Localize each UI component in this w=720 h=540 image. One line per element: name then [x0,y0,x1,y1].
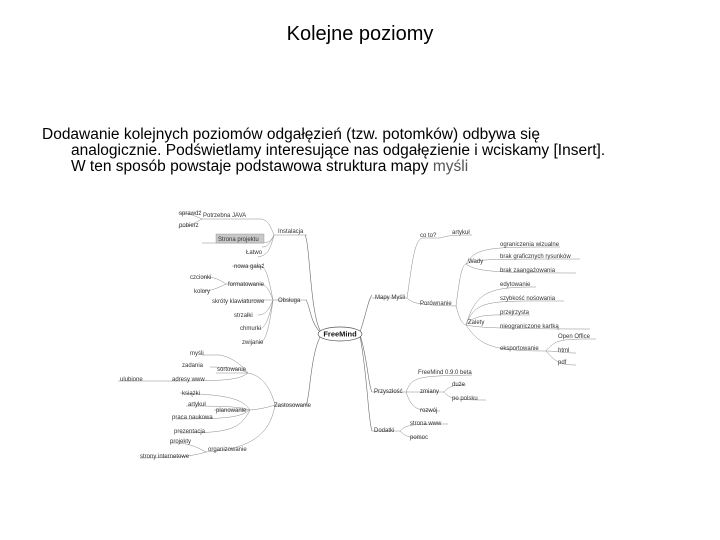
node-wada-1: ograniczenia wizualne [500,242,560,248]
node-mapy-mysli: Mapy Myśli [375,295,406,301]
node-porownanie: Porównanie [420,301,452,307]
mindmap-image [110,195,610,470]
node-skroty: skróty klawiaturowe [212,299,265,305]
node-strona-www: strona www [410,421,442,427]
slide-title: Kolejne poziomy [286,23,434,45]
node-eksportowanie: eksportowanie [500,346,539,352]
node-wada-3: brak zaangażowania [500,268,556,274]
node-sprawdz: sprawdź [179,211,202,217]
node-strony-internetowe: strony internetowe [140,454,190,460]
node-rozwoj: rozwój [420,408,438,414]
node-zaleta-3: przejrzysta [500,310,530,316]
node-obsluga: Obsługa [278,298,301,304]
node-open-office: Open Office [558,334,590,340]
node-czcionki: czcionki [190,275,212,281]
node-strona-projektu: Strona projektu [218,237,259,243]
node-pomoc: pomoc [410,435,429,441]
node-zastosowanie: Zastosowanie [274,403,312,409]
mindmap-svg [110,195,610,470]
node-kolory: kolory [194,289,211,295]
node-zaleta-2: szybkość nośowania [500,296,556,302]
node-zwijanie: zwijanie [242,340,264,346]
node-zaleta-4: nieograniczone kartką [500,324,559,330]
node-zadania: zadania [182,363,204,369]
node-html: html [558,348,570,354]
node-artykul-right: artykuł [452,230,470,236]
node-wada-2: brak graficznych rysunków [500,254,571,260]
node-projekty: projekty [170,439,192,445]
node-co-to: co to? [420,233,437,239]
node-mysli: myśli [190,351,204,357]
node-pdf: pdf [558,360,567,366]
node-praca-naukowa: praca naukowa [172,415,213,421]
node-po-polsku: po polsku [452,396,478,402]
node-ulubione: ulubione [120,377,143,383]
node-latwo: Łatwo [246,250,263,256]
node-potrzebna-java: Potrzebna JAVA [203,213,247,219]
body-line-3-text: W ten sposób powstaje podstawowa struktura mapy [71,158,429,175]
node-artykul-left: artykuł [188,402,206,408]
node-strzalki: strzałki [234,313,253,319]
node-nowa-galaz: nowa gałąź [234,264,265,270]
body-line-3-tail: myśli [432,158,469,175]
body-paragraph [42,127,682,175]
node-dodatki: Dodatki [374,428,395,434]
node-adresy: adresy www [172,377,205,383]
body-line-3 [42,159,682,175]
node-zaleta-1: edytowanie [500,282,531,288]
node-zmiany: zmiany [420,389,440,395]
node-ksiazki: książki [182,391,201,397]
node-prezentacja: prezentacja [174,429,206,435]
node-duze: duże [452,382,466,388]
node-organizowanie: organizowanie [208,447,247,453]
node-wady: Wady [468,259,484,265]
body-line-2: analogicznie. Podświetlamy interesujące nas odgałęzienie i wciskamy [Insert]. [71,142,606,159]
node-instalacja: Instalacja [278,229,304,235]
node-przyszlosc: Przyszłość [374,389,403,395]
node-sortowanie: sortowanie [217,367,247,373]
node-wersja: FreeMind 0.9.0 beta [418,370,472,376]
node-pobierz: pobierz [179,223,199,229]
body-line-1: Dodawanie kolejnych poziomów odgałęzień (tzw. potomków) odbywa się [42,126,540,143]
mindmap-root-label: FreeMind [323,329,357,339]
node-formatowanie: formatowanie [228,282,265,288]
node-zalety: Zalety [468,320,485,326]
node-chmurki: chmurki [240,326,262,332]
node-planowanie: planowanie [216,408,247,414]
